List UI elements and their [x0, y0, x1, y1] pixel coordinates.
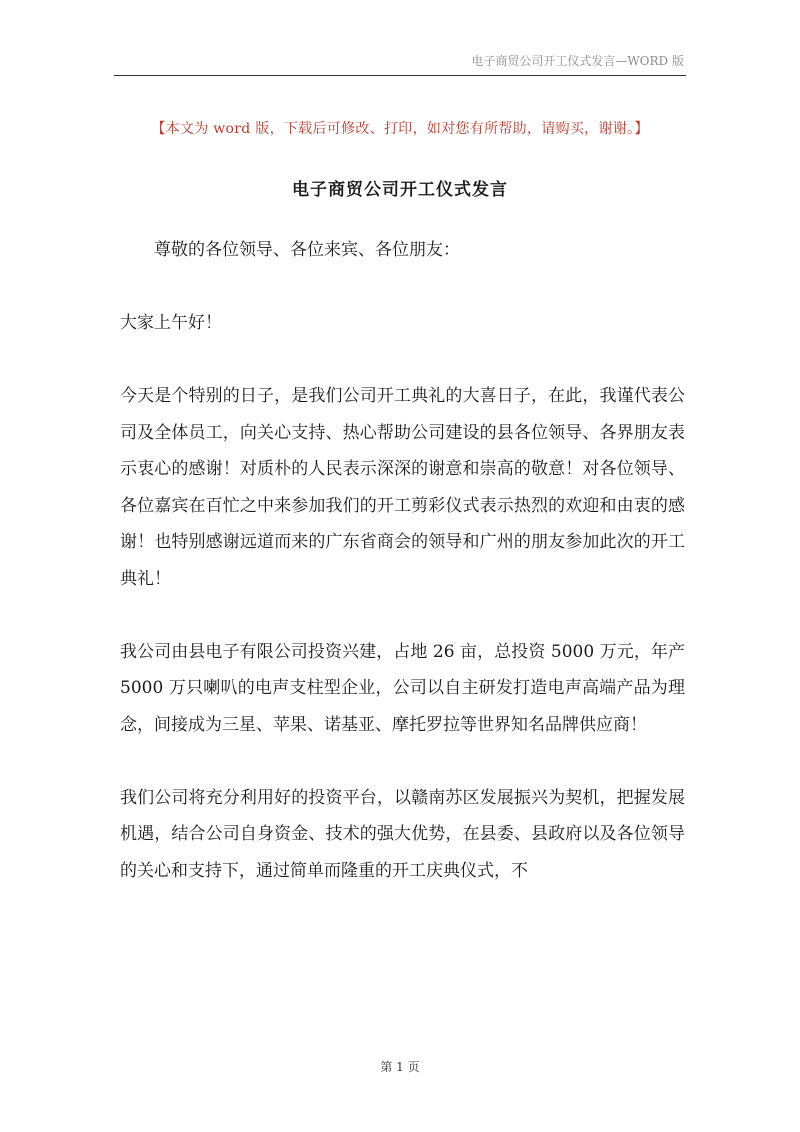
greeting-paragraph: 大家上午好！	[120, 313, 222, 333]
document-title: 电子商贸公司开工仪式发言	[292, 180, 508, 200]
header-divider	[114, 75, 686, 76]
salutation-paragraph: 尊敬的各位领导、各位来宾、各位朋友：	[154, 240, 460, 260]
body-paragraph: 我公司由县电子有限公司投资兴建，占地 26 亩，总投资 5000 万元，年产 5000 万只喇叭的电声支柱型企业，公司以自主研发打造电声高端产品为理念，间接成为三星、苹果、诺基亚、摩托罗拉等世界知名品牌供应商！	[120, 641, 685, 735]
page-number: 第 1 页	[380, 1060, 420, 1074]
download-notice: 【本文为 word 版，下载后可修改、打印，如对您有所帮助，请购买，谢谢。】	[151, 121, 649, 137]
body-paragraph: 我们公司将充分利用好的投资平台，以赣南苏区发展振兴为契机，把握发展机遇，结合公司自身资金、技术的强大优势，在县委、县政府以及各位领导的关心和支持下，通过简单而隆重的开工庆典仪式，不	[120, 787, 685, 881]
document-body	[120, 232, 685, 889]
running-header: 电子商贸公司开工仪式发言—WORD 版	[471, 54, 684, 68]
body-paragraph: 今天是个特别的日子，是我们公司开工典礼的大喜日子，在此，我谨代表公司及全体员工，向关心支持、热心帮助公司建设的县各位领导、各界朋友表示衷心的感谢！对质朴的人民表示深深的谢意和崇高的敬意！对各位领导、各位嘉宾在百忙之中来参加我们的开工剪彩仪式表示热烈的欢迎和由衷的感谢！也特别感谢远道而来的广东省商会的领导和广州的朋友参加此次的开工典礼！	[120, 386, 685, 589]
